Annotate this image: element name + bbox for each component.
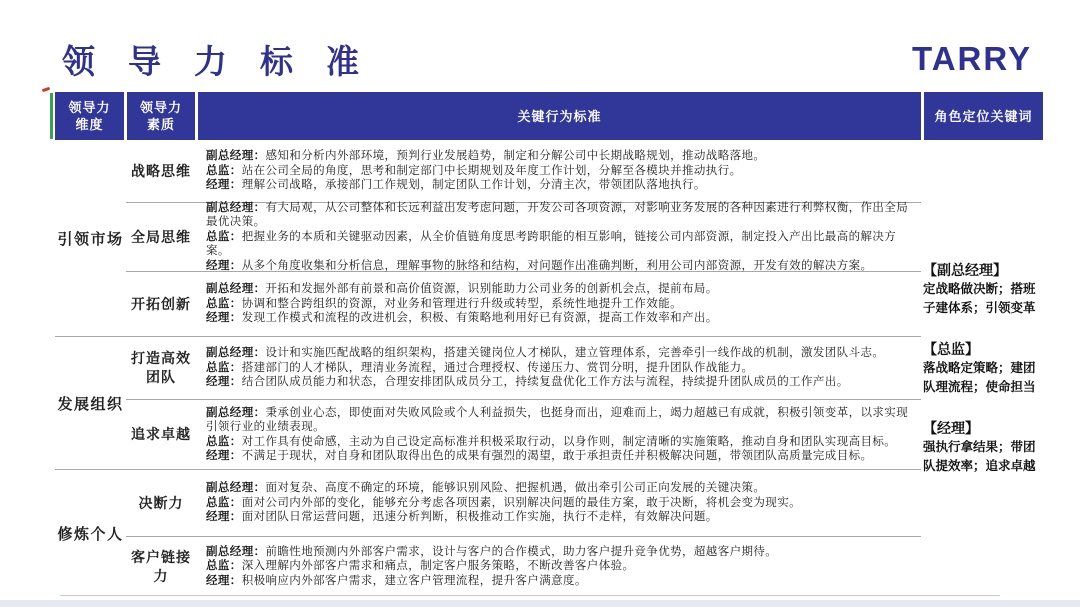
role-label: 副总经理： — [206, 406, 266, 419]
standard-text: 深入理解内外部客户需求和痛点，制定客户服务策略，不断改善客户体验。 — [241, 560, 635, 573]
standard-text: 结合团队成员能力和状态，合理安排团队成员分工，持续复盘优化工作方法与流程，持续提升团队成员的工作产出。 — [241, 376, 849, 389]
leadership-table — [55, 92, 1043, 596]
standard-text: 秉承创业心态，即使面对失败风险或个人利益损失，也挺身而出，迎难而上，竭力超越已有成就，积极引领变革，以求实现引领行业的业绩表现。 — [206, 406, 909, 433]
role-label: 副总经理： — [206, 283, 266, 296]
green-accent-bar — [50, 93, 53, 139]
standards-cell — [196, 272, 921, 337]
role-label: 经理： — [206, 259, 242, 272]
role-label: 总监： — [206, 230, 242, 243]
role-label: 总监： — [206, 496, 242, 509]
role-label: 经理： — [206, 376, 242, 389]
keyword-block — [923, 419, 1043, 476]
standard-line — [206, 164, 917, 179]
dimension-cell: 发展组织 — [55, 337, 126, 470]
standard-text: 站在公司全局的角度，思考和制定部门中长期规划及年度工作计划，分解至各模块并推动执行。 — [241, 164, 742, 177]
standard-text: 前瞻性地预测内外部客户需求，设计与客户的合作模式，助力客户提升竞争优势，超越客户期待。 — [265, 545, 778, 558]
role-label: 经理： — [206, 312, 242, 325]
role-label: 经理： — [206, 179, 242, 192]
standard-text: 发现工作模式和流程的改进机会，积极、有策略地利用好已有资源，提高工作效率和产出。 — [241, 312, 718, 325]
standard-line — [206, 559, 917, 574]
standard-text: 从多个角度收集和分析信息，理解事物的脉络和结构，对问题作出准确判断，利用公司内部资源，开发有效的解决方案。 — [241, 259, 873, 272]
standard-line — [206, 496, 917, 511]
table-body — [55, 140, 1043, 596]
standard-text: 面对公司内外部的变化，能够充分考虑各项因素，识别解决问题的最佳方案，敢于决断，将机会变为现实。 — [241, 496, 801, 509]
standard-text: 对工作具有使命感，主动为自己设定高标准并积极采取行动，以身作则，制定清晰的实施策略，推动自身和团队实现高目标。 — [241, 435, 897, 448]
standards-cell — [196, 337, 921, 400]
red-accent-mark — [42, 87, 51, 92]
role-label: 经理： — [206, 450, 242, 462]
standards-cell — [196, 400, 921, 470]
bottom-strip — [0, 600, 1080, 607]
standards-cell — [196, 470, 921, 537]
keyword-text: 定战略做决断；搭班子建体系；引领变革 — [923, 281, 1036, 315]
standard-line — [206, 406, 917, 435]
quality-cell: 战略思维 — [126, 140, 196, 203]
standard-line — [206, 178, 917, 193]
standard-line — [206, 346, 917, 361]
role-label: 经理： — [206, 511, 242, 524]
standard-line — [206, 510, 917, 525]
standards-cell — [196, 537, 921, 596]
role-label: 总监： — [206, 435, 242, 448]
standard-text: 开拓和发掘外部有前景和高价值资源，识别能助力公司业务的创新机会点，提前布局。 — [265, 283, 718, 296]
role-label: 副总经理： — [206, 482, 266, 495]
role-label: 副总经理： — [206, 150, 266, 163]
role-label: 总监： — [206, 361, 242, 374]
standard-text: 协调和整合跨组织的资源，对业务和管理进行升级或转型，系统性地提升工作效能。 — [241, 297, 682, 310]
standard-line — [206, 574, 917, 589]
standards-cell — [196, 203, 921, 272]
standard-line — [206, 230, 917, 259]
keyword-text: 强执行拿结果；带团队提效率；追求卓越 — [923, 439, 1036, 473]
quality-cell: 客户链接力 — [131, 548, 191, 584]
quality-cell: 决断力 — [126, 470, 196, 537]
standard-line — [206, 311, 917, 326]
standard-text: 面对团队日常运营问题，迅速分析判断，积极推动工作实施，执行不走样，有效解决问题。 — [241, 511, 718, 524]
standard-text: 设计和实施匹配战略的组织架构，搭建关键岗位人才梯队，建立管理体系，完善牵引一线作战的机制，激发团队斗志。 — [265, 347, 885, 360]
role-label: 经理： — [206, 574, 242, 587]
keywords-cell — [921, 140, 1043, 596]
standard-line — [206, 435, 917, 450]
standard-text: 不满足于现状，对自身和团队取得出色的成果有强烈的渴望，敢于承担责任并积极解决问题，带领团队高质量完成目标。 — [241, 450, 873, 462]
header-dimension: 领导力 维度 — [55, 92, 124, 140]
keyword-text: 落战略定策略；建团队理流程；使命担当 — [923, 360, 1036, 394]
standard-line — [206, 297, 917, 312]
standard-text: 搭建部门的人才梯队，理清业务流程，通过合理授权、传递压力、赏罚分明，提升团队作战能力。 — [241, 361, 754, 374]
standard-text: 积极响应内外部客户需求，建立客户管理流程，提升客户满意度。 — [241, 574, 587, 587]
header-keywords: 角色定位关键词 — [924, 92, 1043, 140]
role-label: 总监： — [206, 297, 242, 310]
role-label: 副总经理： — [206, 201, 266, 214]
keyword-role-title: 【总监】 — [923, 340, 979, 357]
quality-cell: 追求卓越 — [126, 400, 196, 470]
quality-cell: 开拓创新 — [126, 272, 196, 337]
standard-text: 感知和分析内外部环境，预判行业发展趋势，制定和分解公司中长期战略规划，推动战略落地。 — [265, 150, 766, 163]
role-label: 总监： — [206, 560, 242, 573]
standard-line — [206, 149, 917, 164]
role-label: 副总经理： — [206, 545, 266, 558]
keyword-role-title: 【副总经理】 — [923, 261, 1007, 278]
keyword-role-title: 【经理】 — [923, 419, 979, 436]
standard-line — [206, 449, 917, 464]
page-title: 领导力标准 — [62, 43, 392, 80]
role-label: 副总经理： — [206, 347, 266, 360]
role-label: 总监： — [206, 164, 242, 177]
standard-line — [206, 201, 917, 230]
quality-cell: 打造高效团队 — [126, 337, 196, 400]
standard-line — [206, 375, 917, 390]
standard-line — [206, 282, 917, 297]
standard-text: 面对复杂、高度不确定的环境，能够识别风险、把握机遇，做出牵引公司正向发展的关键决策。 — [265, 482, 766, 495]
quality-cell: 全局思维 — [126, 203, 196, 272]
keyword-block — [923, 340, 1043, 397]
brand-logo: TARRY — [912, 40, 1032, 77]
dimension-cell: 修炼个人 — [57, 525, 124, 543]
header-standards: 关键行为标准 — [198, 92, 921, 140]
standard-line — [206, 545, 917, 560]
table-header-row — [55, 92, 1043, 140]
standard-text: 理解公司战略，承接部门工作规划，制定团队工作计划，分清主次，带领团队落地执行。 — [241, 179, 706, 192]
bottom-divider — [60, 595, 1000, 596]
dimension-cell: 引领市场 — [55, 140, 126, 337]
keyword-block — [923, 261, 1043, 318]
standard-line — [206, 481, 917, 496]
standard-text: 有大局观，从公司整体和长远利益出发考虑问题，开发公司各项资源，对影响业务发展的各种因素进行利弊权衡，作出全局最优决策。 — [206, 201, 909, 229]
standard-text: 把握业务的本质和关键驱动因素，从全价值链角度思考跨职能的相互影响，链接公司内部资源，制定投入产出比最高的解决方案。 — [206, 230, 897, 258]
standards-cell — [196, 140, 921, 203]
header-quality: 领导力 素质 — [127, 92, 195, 140]
standard-line — [206, 361, 917, 376]
